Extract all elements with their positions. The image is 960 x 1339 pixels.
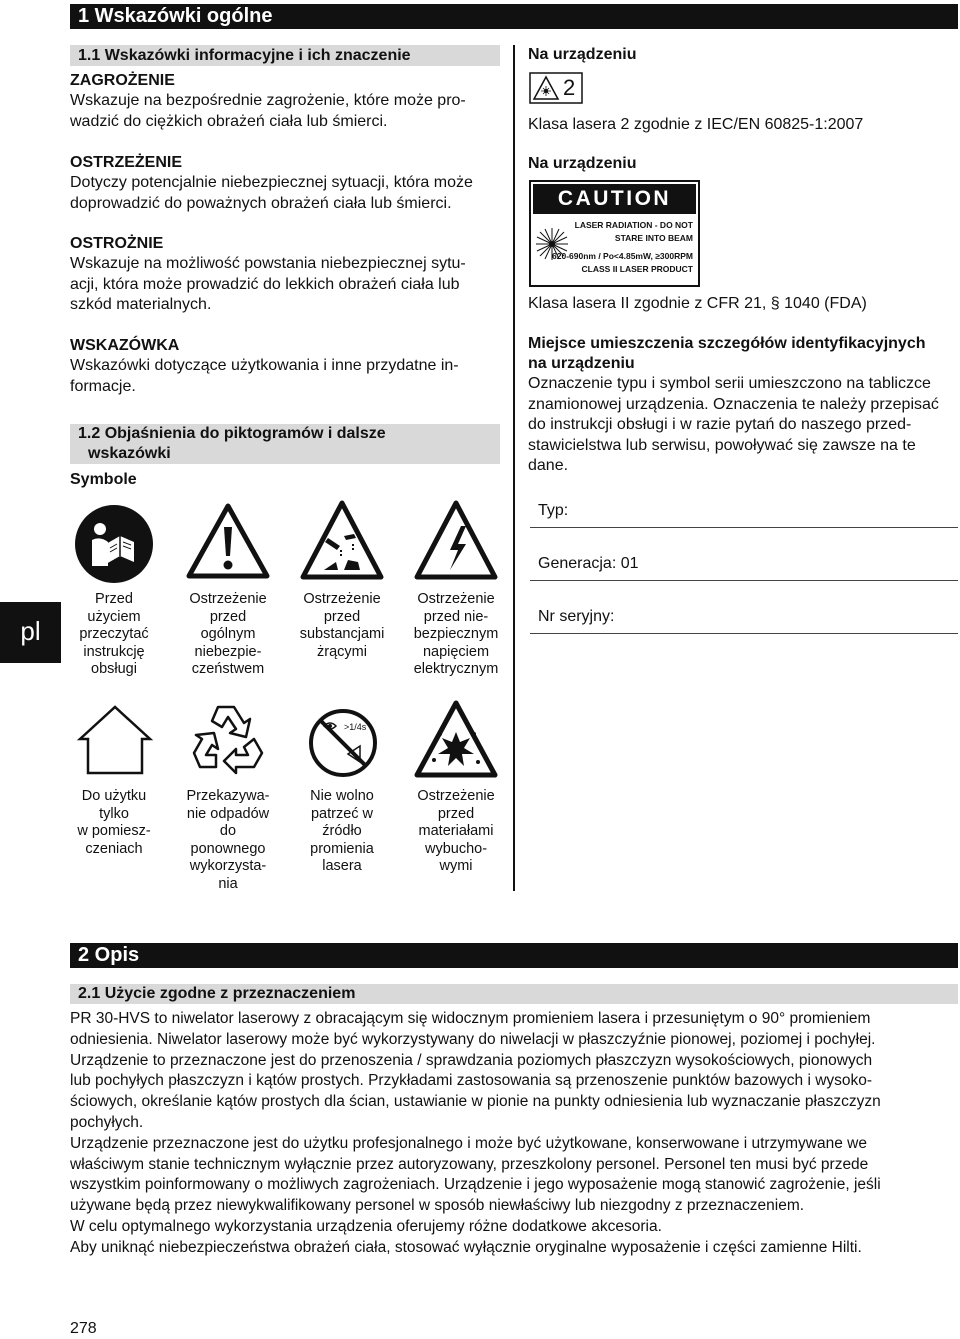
id-text-line: stawicielstwa lub serwisu, powoływać się zawsze na te: [528, 436, 916, 454]
note-heading: ZAGROŻENIE: [70, 72, 175, 89]
body-line: Urządzenie to przeznaczone jest do przenoszenia / sprawdzania poziomych płaszczyzn wysokościowych, pionowych: [70, 1051, 873, 1069]
caution-label: [529, 180, 700, 287]
label-line: przed nie-: [423, 608, 489, 625]
label-line: materiałami: [418, 823, 494, 839]
body-line: pochyłych.: [70, 1113, 144, 1131]
subsection-1-1-title: 1.1 Wskazówki informacyjne i ich znaczenie: [70, 45, 500, 66]
label-line: czeniach: [85, 840, 143, 857]
column-divider: [513, 45, 515, 891]
note-line: Dotyczy potencjalnie niebezpiecznej sytuacji, która może: [70, 174, 473, 191]
body-line: W celu optymalnego wykorzystania urządzenia oferujemy różne dodatkowe akcesoria.: [70, 1217, 662, 1235]
symbol-label-manual: [64, 591, 164, 679]
label-line: patrzeć w: [310, 805, 374, 822]
id-heading-line: na urządzeniu: [528, 355, 635, 372]
note-line: szkód materialnych.: [70, 296, 212, 313]
generation-field: Generacja: 01: [530, 555, 958, 581]
label-line: Ostrzeżenie: [303, 591, 381, 607]
corrosive-icon: [300, 500, 384, 580]
subsection-1-2-line1: 1.2 Objaśnienia do piktogramów i dalsze: [78, 425, 386, 442]
label-line: Do użytku: [81, 788, 147, 804]
label-line: przed: [209, 608, 247, 625]
symbol-label-explosive: [406, 788, 506, 876]
id-text-line: znamionowej urządzenia. Oznaczenia te należy przepisać: [528, 395, 939, 413]
on-device-heading-2: Na urządzeniu: [528, 155, 637, 172]
label-line: ogólnym: [200, 626, 256, 642]
body-line: używane będą przez niewykwalifikowany personel w sposób niewłaściwy lub niezgodny z przeznaczeniem.: [70, 1197, 805, 1215]
no-stare-laser-icon: [308, 708, 378, 778]
label-line: wybucho-: [424, 840, 488, 857]
note-line: Wskazuje na bezpośrednie zagrożenie, które może pro-: [70, 92, 466, 109]
type-field: Typ:: [530, 502, 958, 528]
body-line: Urządzenie przeznaczone jest do użytku profesjonalnego i może być użytkowane, konserwowane i utrzymywane we: [70, 1134, 867, 1152]
label-line: Ostrzeżenie: [417, 788, 495, 804]
label-line: źródło: [322, 823, 362, 839]
on-device-heading-1: Na urządzeniu: [528, 46, 637, 63]
fda-text: Klasa lasera II zgodnie z CFR 21, § 1040 (FDA): [528, 295, 867, 312]
label-line: ponownego: [190, 840, 266, 857]
body-line: lub pochyłych płaszczyzn i kątów prostych. Przykładami zastosowania są przenoszenie punktów bazowych i wysoko-: [70, 1072, 873, 1090]
note-line: Wskazuje na możliwość powstania niebezpiecznej sytu-: [70, 255, 466, 272]
body-line: PR 30-HVS to niwelator laserowy z obracającym się widocznym promieniem lasera i przesuniętym o 90° promieniem: [70, 1010, 871, 1027]
id-text-line: dane.: [528, 457, 569, 474]
label-line: przeczytać: [79, 626, 149, 642]
body-line: odniesienia. Niwelator laserowy może być wykorzystywany do niwelacji w płaszczyźnie pionowej, poziomej i pochyłej.: [70, 1030, 876, 1048]
label-line: wykorzysta-: [189, 858, 267, 874]
label-line: żrącymi: [317, 643, 367, 660]
note-heading: OSTROŻNIE: [70, 235, 164, 252]
label-line: przed: [437, 805, 475, 822]
laser-sign-text: >1/4s: [344, 722, 367, 732]
note-heading: WSKAZÓWKA: [70, 337, 180, 354]
label-line: substancjami: [299, 626, 385, 642]
body-line: ściowych, określanie kątów prostych dla ścian, ustawianie w pionie na punkty odniesienia lub wyznaczanie płaszczyzn: [70, 1093, 881, 1111]
label-line: Ostrzeżenie: [189, 591, 267, 607]
subsection-2-1-title: 2.1 Użycie zgodne z przeznaczeniem: [70, 984, 958, 1004]
label-line: niebezpie-: [194, 643, 262, 660]
electric-voltage-icon: [414, 500, 498, 580]
label-line: bezpiecznym: [413, 626, 499, 642]
note-line: acji, która może prowadzić do lekkich obrażeń ciała lub: [70, 275, 460, 293]
recycling-icon: [190, 699, 270, 775]
subsection-1-2-title: [70, 424, 500, 464]
section-2-body: [70, 1009, 960, 1259]
page-number: 278: [70, 1320, 97, 1337]
caution-line-4: CLASS II LASER PRODUCT: [581, 264, 693, 274]
note-warning: [70, 153, 500, 214]
note-tip: [70, 336, 500, 397]
laser-class-text: Klasa lasera 2 zgodnie z IEC/EN 60825-1:2007: [528, 116, 864, 133]
label-line: tylko: [99, 805, 129, 822]
note-line: doprowadzić do poważnych obrażeń ciała lub śmierci.: [70, 194, 452, 212]
note-danger: [70, 71, 500, 132]
label-line: napięciem: [422, 643, 490, 660]
label-line: Nie wolno: [310, 788, 374, 804]
caution-title: CAUTION: [533, 184, 696, 214]
label-line: lasera: [322, 858, 362, 874]
note-line: formacje.: [70, 377, 136, 395]
label-line: nia: [218, 875, 238, 892]
label-line: Ostrzeżenie: [417, 591, 495, 607]
id-text-line: Oznaczenie typu i symbol serii umieszczono na tabliczce: [528, 375, 931, 392]
note-heading: OSTRZEŻENIE: [70, 154, 183, 171]
section-1-title: 1 Wskazówki ogólne: [70, 4, 958, 29]
indoor-only-icon: [76, 703, 154, 777]
id-details-block: [528, 334, 958, 477]
note-line: wadzić do ciężkich obrażeń ciała lub śmierci.: [70, 112, 388, 130]
caution-line-1: LASER RADIATION - DO NOT: [574, 220, 693, 230]
id-text-line: do instrukcji obsługi i w razie pytań do naszego przed-: [528, 416, 912, 433]
laser-class-number: 2: [563, 75, 576, 100]
label-line: obsługi: [91, 661, 137, 677]
label-line: Przekazywa-: [186, 788, 270, 804]
symbol-label-corrosive: [292, 591, 392, 661]
label-line: czeństwem: [191, 661, 265, 677]
symbols-heading: Symbole: [70, 471, 137, 488]
note-caution: [70, 234, 500, 316]
caution-line-2: STARE INTO BEAM: [614, 233, 693, 243]
body-line: wszystkim poinformowany o możliwych zagrożeniach. Urządzenie i jego wyposażenie mogą stanowić zagrożenie, jeśli: [70, 1176, 881, 1194]
manual-icon: [74, 504, 154, 584]
caution-line-3: 620-690nm / Po<4.85mW, ≥300RPM: [552, 251, 693, 261]
symbol-label-recycling: [178, 788, 278, 893]
symbol-label-general-warning: [178, 591, 278, 679]
body-line: właściwym stanie technicznym wyłącznie przez autoryzowany, przeszkolony personel. Personel ten musi być przede: [70, 1155, 869, 1173]
label-line: wymi: [439, 858, 473, 874]
label-line: Przed: [95, 591, 133, 607]
label-line: elektrycznym: [413, 661, 499, 677]
symbol-label-indoor: [64, 788, 164, 858]
symbol-label-no-stare: [292, 788, 392, 876]
label-line: nie odpadów: [186, 805, 270, 822]
label-line: użyciem: [87, 608, 141, 625]
general-warning-icon: [186, 503, 270, 579]
language-tab: pl: [0, 602, 61, 663]
note-line: Wskazówki dotyczące użytkowania i inne przydatne in-: [70, 357, 459, 374]
serial-number-field: Nr seryjny:: [530, 608, 958, 634]
label-line: instrukcję: [83, 643, 145, 660]
section-2-title: 2 Opis: [70, 943, 958, 968]
label-line: do: [219, 823, 237, 839]
body-line: Aby uniknąć niebezpieczeństwa obrażeń ciała, stosować wyłącznie oryginalne wyposażenie i części zamienne Hilti.: [70, 1238, 862, 1256]
symbol-label-electric: [406, 591, 506, 679]
explosive-icon: [414, 700, 498, 778]
label-line: w pomiesz-: [77, 823, 151, 839]
label-line: przed: [323, 608, 361, 625]
subsection-1-2-line2: wskazówki: [88, 445, 171, 462]
laser-class-2-label: [529, 72, 583, 104]
label-line: promienia: [310, 840, 374, 857]
id-heading-line: Miejsce umieszczenia szczegółów identyfikacyjnych: [528, 335, 926, 352]
